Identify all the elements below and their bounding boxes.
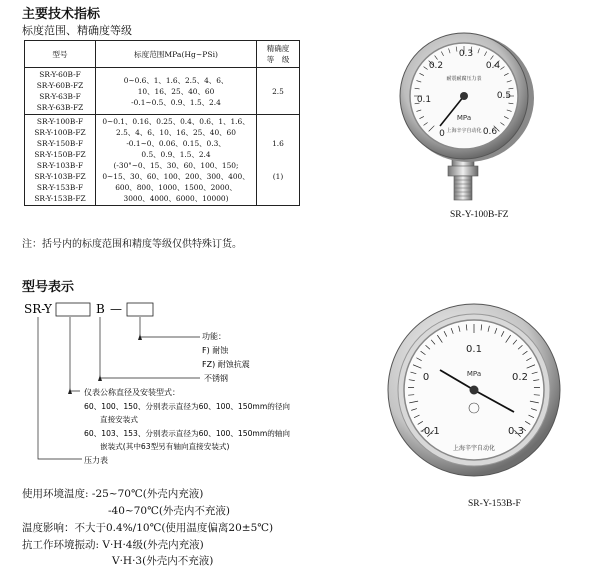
env-vib-1: V·H·4级(外壳内充液) (102, 539, 204, 551)
gauge1-tick-label: 0.2 (428, 61, 444, 71)
gauge2-unit: MPa (466, 370, 482, 378)
header-accuracy: 精确度 等 级 (257, 41, 300, 68)
size-desc-4: 嵌装式(其中63型另有轴向直接安装式) (100, 442, 230, 451)
code-function-box (127, 303, 153, 316)
section-title-model: 型号表示 (22, 280, 75, 295)
env-vib-label: 抗工作环境振动: (22, 539, 100, 551)
header-range: 标度范围MPa(Hg~PSi) (96, 41, 257, 68)
f-option: F) 耐蚀 (202, 346, 229, 355)
gauge2-tick-label: 0.2 (512, 372, 528, 383)
fz-option: FZ) 耐蚀抗震 (202, 360, 250, 369)
gauge1-tick-label: 0.4 (485, 61, 501, 71)
function-label: 功能： (202, 332, 226, 341)
env-temp (22, 486, 203, 501)
env-influence: 温度影响：不大于0.4%/10℃(使用温度偏离20±5℃) (22, 522, 274, 534)
gauge-image-100b (390, 28, 540, 203)
gauge2-tick-label: 0.1 (466, 344, 482, 355)
accuracy-cell: 1.6 (1) (257, 115, 300, 206)
spec-table (24, 40, 300, 206)
gauge1-tick-label: 0.1 (416, 95, 432, 105)
gauge1-unit: MPa (456, 114, 472, 122)
gauge2-hub (470, 386, 479, 395)
models-cell: SR-Y-100B-F SR-Y-100B-FZ SR-Y-150B-F SR-Y-150B-FZ SR-Y-103B-F SR-Y-103B-FZ SR-Y-153B-F SR-Y-153B-FZ (25, 115, 96, 206)
gauge-image-153b (386, 300, 566, 480)
section-title-specs: 主要技术指标 (22, 7, 101, 22)
leader-markers (68, 334, 142, 394)
gauge1-brand: 上海辛宇自动化 (446, 128, 482, 134)
accuracy-cell: 2.5 (257, 68, 300, 115)
gauge1-tick-label: 0.6 (482, 127, 498, 137)
table-row (25, 115, 300, 206)
gauge2-tick-label: 0.3 (508, 426, 524, 437)
gauge1-tick-label: 0 (439, 129, 445, 139)
size-desc-3: 60、103、153、分别表示直径为60、100、150mm的轴向 (84, 429, 291, 438)
env-temp-label: 使用环境温度: (22, 488, 89, 500)
gauge1-caption: SR-Y-100B-FZ (450, 210, 509, 220)
env-vibration (22, 537, 204, 552)
gauge-label: 压力表 (84, 456, 108, 465)
gauge1-tick-label: 0.3 (458, 49, 474, 59)
env-vib-2: V·H·3(外壳内不充液) (112, 555, 214, 567)
code-middle: B (96, 302, 105, 316)
ranges-cell: 0~0.1、0.16、0.25、0.4、0.6、1、1.6、 2.5、4、6、10、16、25、40、60 -0.1~0、0.06、0.15、0.3、 0.5、0.9、1.5、2.4 (-30"~0、15、30、60、100、150; 0~15、30、60、100、200、300、400、 600、800、1000、1500、2000、 3000、4000、6000、10000) (96, 115, 257, 206)
gauge1-tick-label: 0.5 (496, 91, 512, 101)
table-row (25, 68, 300, 115)
table-footnote: 注：括号内的标度范围和精度等级仅供特殊订货。 (22, 239, 242, 250)
env-temp-1: -25~70℃(外壳内充液) (91, 488, 204, 500)
gauge1-hub (460, 92, 468, 100)
gauge2-tick-label: -0.1 (420, 426, 440, 437)
env-temp-2: -40~70℃(外壳内不充液) (108, 505, 231, 517)
table-header-row (25, 41, 300, 68)
code-dash: — (110, 302, 122, 316)
model-code-diagram (20, 296, 340, 466)
size-desc-1: 60、100、150、分别表示直径为60、100、150mm的径向 (84, 402, 291, 411)
code-size-box (56, 303, 90, 316)
ranges-cell: 0~0.6、1、1.6、2.5、4、6、 10、16、25、40、60 -0.1~0.5、0.9、1.5、2.4 (96, 68, 257, 115)
gauge2-caption: SR-Y-153B-F (468, 499, 521, 509)
size-label: 仪表公称直径及安装型式： (84, 388, 180, 397)
gauge2-brand: 上海辛宇自动化 (452, 445, 496, 452)
gauge1-dial-label: 耐震耐腐压力表 (446, 76, 482, 82)
gauge2-tick-label: 0 (422, 372, 430, 383)
material-label: 不锈钢 (204, 374, 228, 383)
models-cell: SR-Y-60B-F SR-Y-60B-FZ SR-Y-63B-F SR-Y-63B-FZ (25, 68, 96, 115)
code-prefix: SR-Y (24, 302, 52, 316)
header-model: 型号 (25, 41, 96, 68)
section-subtitle-range: 标度范围、精确度等级 (22, 24, 132, 37)
size-desc-2: 直接安装式 (100, 415, 138, 424)
